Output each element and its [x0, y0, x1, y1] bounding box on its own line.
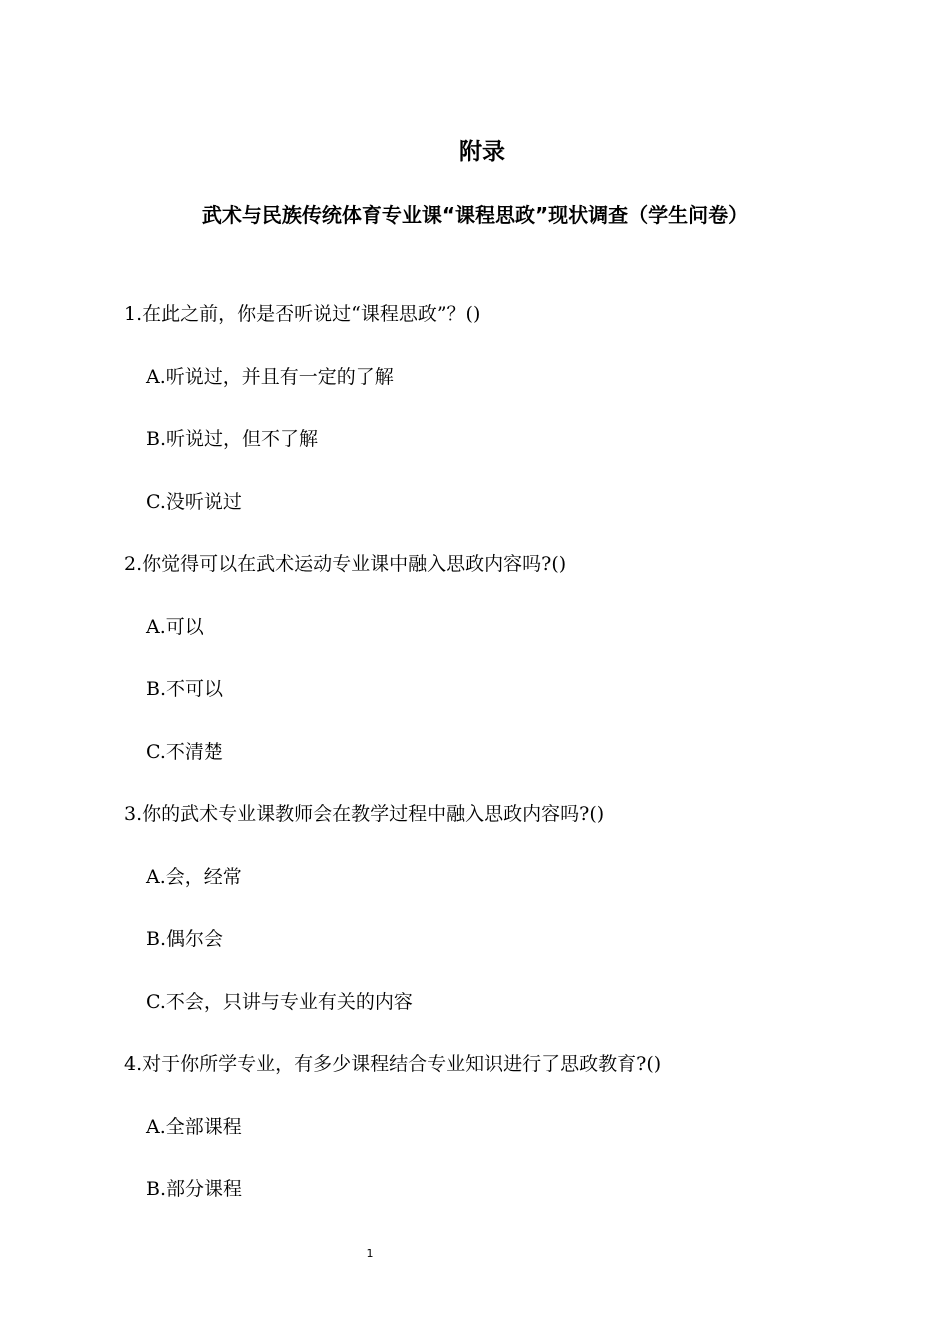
question-1 [124, 296, 910, 546]
page-number: 1 [366, 1247, 374, 1260]
option-a: A.会，经常 [146, 865, 242, 888]
option-b: B.偶尔会 [146, 928, 224, 950]
option-b: B.部分课程 [146, 1178, 243, 1200]
option-c: C.不会，只讲与专业有关的内容 [146, 990, 413, 1013]
question-2 [124, 546, 910, 796]
question-text: 4.对于你所学专业，有多少课程结合专业知识进行了思政教育?() [124, 1053, 662, 1075]
question-4 [124, 1046, 910, 1234]
appendix-title: 附录 [459, 139, 505, 165]
option-c: C.没听说过 [146, 490, 242, 513]
question-text: 3.你的武术专业课教师会在教学过程中融入思政内容吗?() [124, 803, 605, 825]
option-a: A.听说过，并且有一定的了解 [146, 365, 394, 388]
survey-title: 武术与民族传统体育专业课“课程思政”现状调查（学生问卷） [201, 203, 749, 227]
option-a: A.可以 [146, 615, 204, 638]
question-3 [124, 796, 910, 1046]
question-list [124, 296, 910, 1234]
option-a: A.全部课程 [146, 1115, 242, 1138]
option-b: B.不可以 [146, 678, 224, 700]
option-c: C.不清楚 [146, 740, 223, 763]
option-b: B.听说过，但不了解 [146, 428, 319, 450]
question-text: 2.你觉得可以在武术运动专业课中融入思政内容吗?() [124, 553, 567, 575]
question-text: 1.在此之前，你是否听说过“课程思政”？() [124, 303, 481, 325]
